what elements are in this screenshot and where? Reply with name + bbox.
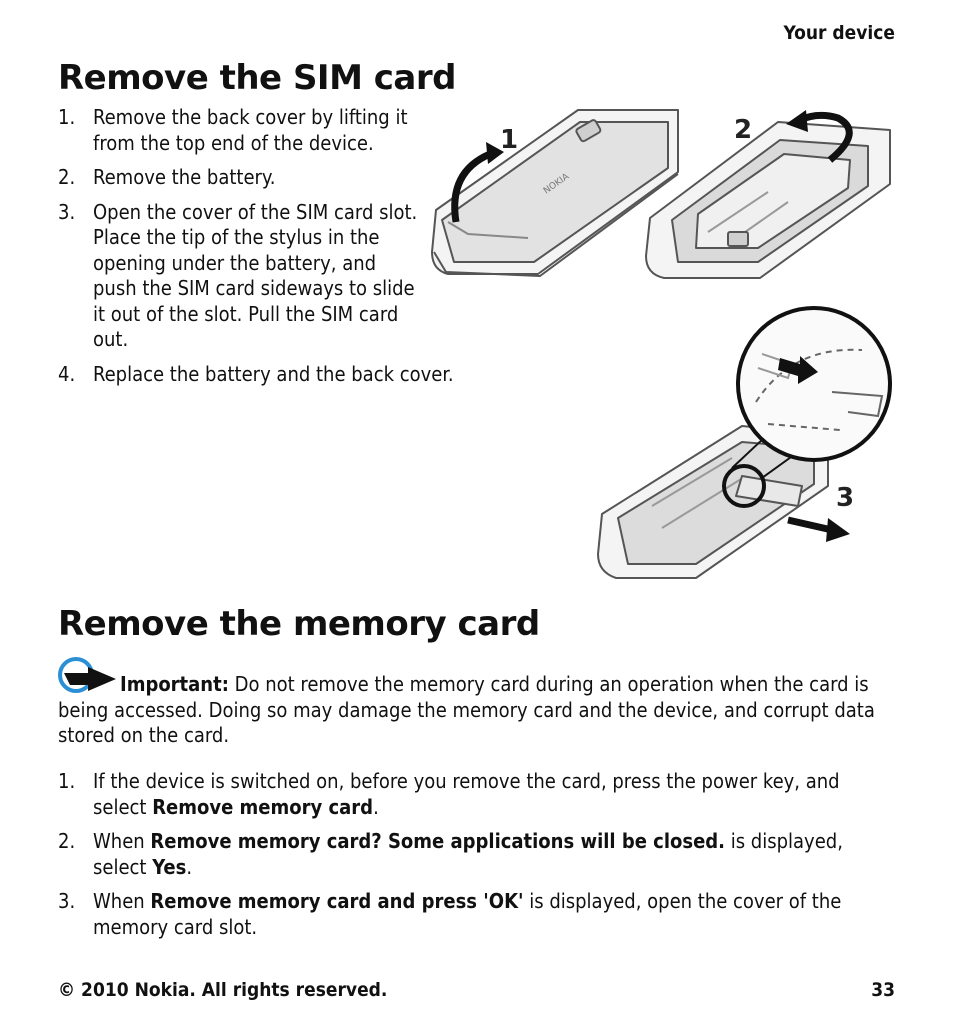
figure-step-3-label: 3: [836, 483, 855, 513]
memory-step-3: 3. When Remove memory card and press 'OK' is displayed, open the cover of the memory card slot.: [58, 889, 842, 939]
sim-step-3: 3. Open the cover of the SIM card slot. Place the tip of the stylus in the opening under the battery, and push the SIM card sideways to slide it out of the slot. Pull the SIM card out.: [58, 199, 418, 351]
memory-section-title: Remove the memory card: [58, 604, 540, 644]
important-text: Do not remove the memory card during an operation when the card is being accessed. Doing so may damage the memory card and the device, and corrupt data stored on the card.: [58, 672, 875, 747]
brand-label: NOKIA: [541, 171, 572, 197]
figure-remove-sim: [592, 306, 896, 588]
sim-step-4: 4. Replace the battery and the back cover.: [58, 361, 454, 386]
figure-step-2-label: 2: [734, 115, 753, 145]
sim-step-1: 1. Remove the back cover by lifting it from the top end of the device.: [58, 105, 408, 155]
important-info-icon: [58, 655, 120, 695]
important-label: Important:: [120, 672, 229, 696]
memory-step-2: 2. When Remove memory card? Some applications will be closed. is displayed, select Yes.: [58, 829, 843, 879]
memory-steps-list: [58, 769, 898, 949]
sim-section-title: Remove the SIM card: [58, 58, 456, 98]
page-number: 33: [871, 979, 895, 1001]
sim-step-2: 2. Remove the battery.: [58, 165, 276, 189]
figure-step-1-label: 1: [500, 125, 519, 155]
memory-step-1: 1. If the device is switched on, before you remove the card, press the power key, and select Remove memory card.: [58, 769, 840, 819]
figure-remove-cover-battery: [428, 102, 898, 284]
copyright-footer: © 2010 Nokia. All rights reserved.: [58, 979, 388, 1001]
running-header: Your device: [783, 22, 895, 44]
important-note: [58, 655, 898, 749]
